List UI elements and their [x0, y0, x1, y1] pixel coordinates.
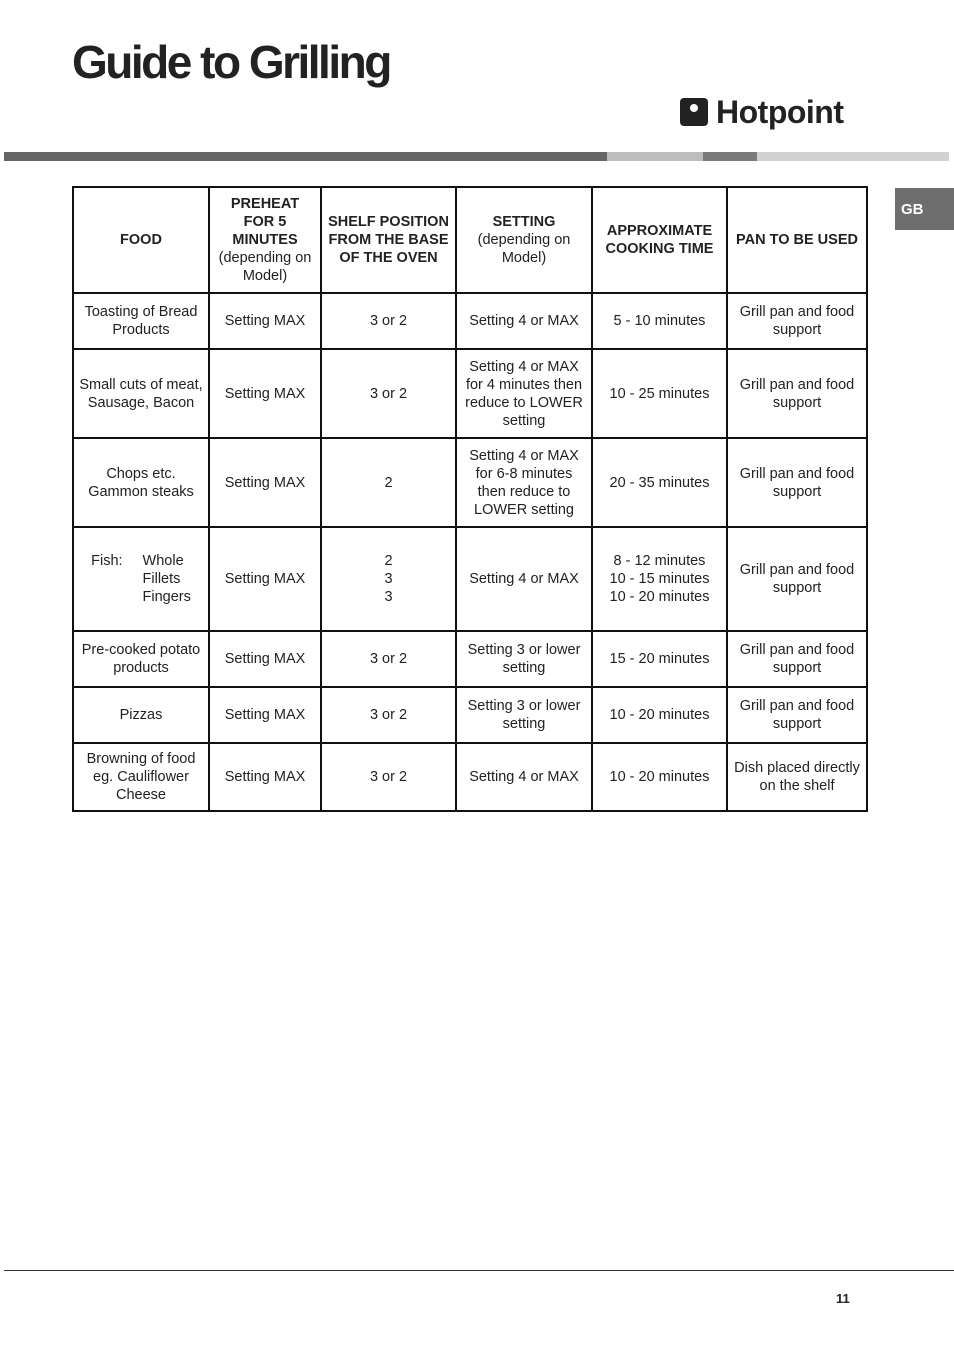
- cell-food: Small cuts of meat, Sausage, Bacon: [73, 349, 209, 438]
- cell-setting: Setting 3 or lower setting: [456, 687, 592, 743]
- cell-setting: Setting 4 or MAX for 4 minutes then reduce to LOWER setting: [456, 349, 592, 438]
- cell-setting: Setting 4 or MAX for 6-8 minutes then reduce to LOWER setting: [456, 438, 592, 527]
- cell-shelf: [321, 527, 456, 631]
- cell-pan: Grill pan and food support: [727, 438, 867, 527]
- cell-preheat: Setting MAX: [209, 349, 321, 438]
- fish-label: Fish:: [91, 553, 123, 569]
- cell-shelf: 3 or 2: [321, 293, 456, 349]
- table-row: [73, 438, 867, 527]
- header-setting-note: (depending on Model): [477, 232, 571, 266]
- hotpoint-logo-icon: [680, 98, 708, 126]
- cell-time: [592, 527, 727, 631]
- language-tab: GB: [895, 188, 954, 230]
- cell-preheat: Setting MAX: [209, 527, 321, 631]
- cell-setting: Setting 4 or MAX: [456, 743, 592, 811]
- header-setting-label: SETTING: [492, 214, 556, 230]
- table-header-row: [73, 187, 867, 293]
- fish-item: Whole: [142, 553, 184, 569]
- header-shelf: SHELF POSITION FROM THE BASE OF THE OVEN: [321, 187, 456, 293]
- table-row: [73, 349, 867, 438]
- footer-divider: [4, 1270, 954, 1271]
- cell-shelf: 2: [321, 438, 456, 527]
- page-number: 11: [836, 1291, 850, 1306]
- page-title: Guide to Grilling: [72, 36, 390, 88]
- cell-pan: Grill pan and food support: [727, 687, 867, 743]
- cell-setting: Setting 3 or lower setting: [456, 631, 592, 687]
- cell-pan: Grill pan and food support: [727, 527, 867, 631]
- cell-food: Browning of food eg. Cauliflower Cheese: [73, 743, 209, 811]
- time-item: 8 - 12 minutes: [613, 553, 706, 569]
- cell-pan: Grill pan and food support: [727, 293, 867, 349]
- cell-preheat: Setting MAX: [209, 438, 321, 527]
- cell-food: Chops etc. Gammon steaks: [73, 438, 209, 527]
- cell-preheat: Setting MAX: [209, 687, 321, 743]
- fish-item: Fingers: [142, 589, 191, 605]
- table-row: [73, 631, 867, 687]
- table-row: [73, 743, 867, 811]
- header-preheat: [209, 187, 321, 293]
- cell-food: [73, 527, 209, 631]
- header-divider-bar: [4, 152, 949, 161]
- header-preheat-note: (depending on Model): [218, 250, 312, 284]
- table-row: [73, 527, 867, 631]
- header-pan: PAN TO BE USED: [727, 187, 867, 293]
- cell-setting: Setting 4 or MAX: [456, 293, 592, 349]
- cell-food: Pizzas: [73, 687, 209, 743]
- cell-setting: Setting 4 or MAX: [456, 527, 592, 631]
- cell-preheat: Setting MAX: [209, 293, 321, 349]
- cell-time: 20 - 35 minutes: [592, 438, 727, 527]
- time-item: 10 - 15 minutes: [609, 571, 710, 587]
- cell-time: 10 - 25 minutes: [592, 349, 727, 438]
- grilling-guide-table: [72, 186, 868, 812]
- fish-item: Fillets: [142, 571, 181, 587]
- cell-preheat: Setting MAX: [209, 743, 321, 811]
- cell-pan: Dish placed directly on the shelf: [727, 743, 867, 811]
- header-preheat-label: PREHEAT FOR 5 MINUTES: [230, 196, 300, 248]
- cell-time: 10 - 20 minutes: [592, 687, 727, 743]
- shelf-item: 3: [384, 571, 393, 587]
- table-row: [73, 687, 867, 743]
- cell-shelf: 3 or 2: [321, 743, 456, 811]
- time-item: 10 - 20 minutes: [609, 589, 710, 605]
- cell-shelf: 3 or 2: [321, 687, 456, 743]
- cell-time: 5 - 10 minutes: [592, 293, 727, 349]
- header-setting: [456, 187, 592, 293]
- cell-preheat: Setting MAX: [209, 631, 321, 687]
- cell-pan: Grill pan and food support: [727, 631, 867, 687]
- cell-food: Pre-cooked potato products: [73, 631, 209, 687]
- brand-name: Hotpoint: [716, 93, 844, 130]
- shelf-item: 2: [384, 553, 393, 569]
- shelf-item: 3: [384, 589, 393, 605]
- cell-food: Toasting of Bread Products: [73, 293, 209, 349]
- cell-pan: Grill pan and food support: [727, 349, 867, 438]
- cell-shelf: 3 or 2: [321, 349, 456, 438]
- table-row: [73, 293, 867, 349]
- cell-time: 15 - 20 minutes: [592, 631, 727, 687]
- header-food: FOOD: [73, 187, 209, 293]
- cell-shelf: 3 or 2: [321, 631, 456, 687]
- header-time: APPROXIMATE COOKING TIME: [592, 187, 727, 293]
- brand-logo: [680, 92, 844, 132]
- cell-time: 10 - 20 minutes: [592, 743, 727, 811]
